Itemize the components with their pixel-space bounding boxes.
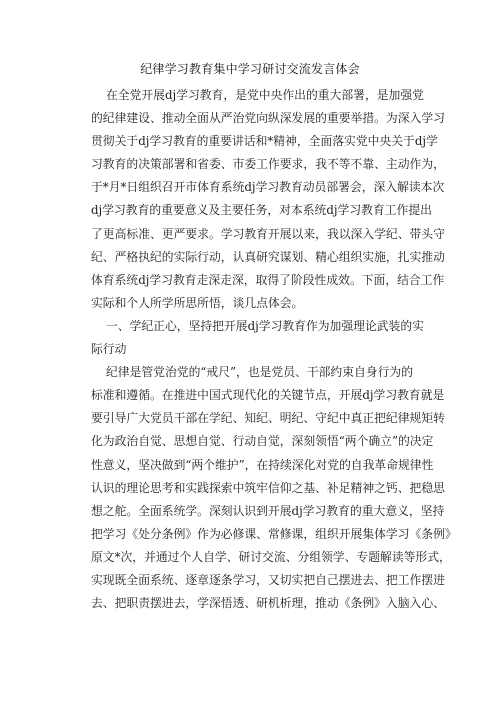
- paragraph-line: 要引导广大党员干部在学纪、知纪、明纪、守纪中真正把纪律规矩转: [91, 411, 445, 426]
- paragraph-line: 了更高标准、更严要求。学习教育开展以来，我以深入学纪、带头守: [91, 226, 445, 241]
- paragraph-line: 贯彻关于dj学习教育的重要讲话和*精神，全面落实党中央关于dj学: [91, 134, 438, 149]
- paragraph-line: dj学习教育的重要意义及主要任务，对本系统dj学习教育工作提出: [91, 203, 432, 218]
- paragraph-line: 化为政治自觉、思想自觉、行动自觉，深刻领悟“两个确立”的决定: [91, 434, 434, 449]
- document-body: [91, 84, 457, 615]
- paragraph-line: 实现既全面系统、逐章逐条学习，又切实把自己摆进去、把工作摆进: [91, 572, 445, 587]
- paragraph-line: 纪律是管党治党的“戒尺”，也是党员、干部约束自身行为的: [91, 365, 413, 380]
- paragraph-line: 性意义，坚决做到“两个维护”，在持续深化对党的自我革命规律性: [91, 457, 434, 472]
- paragraph-line: 习教育的决策部署和省委、市委工作要求，我不等不靠、主动作为，: [91, 157, 445, 172]
- paragraph-line: 在全党开展dj学习教育，是党中央作出的重大部署，是加强党: [91, 88, 424, 102]
- document-title: 纪律学习教育集中学习研讨交流发言体会: [140, 62, 360, 76]
- paragraph-line: 纪、严格执纪的实际行动，认真研究谋划、精心组织实施，扎实推动: [91, 249, 445, 264]
- section-heading-line: 一、学纪正心，坚持把开展dj学习教育作为加强理论武装的实: [91, 318, 424, 333]
- paragraph-line: 标准和遵循。在推进中国式现代化的关键节点，开展dj学习教育就是: [91, 388, 445, 403]
- paragraph-line: 把学习《处分条例》作为必修课、常修课，组织开展集体学习《条例》: [91, 526, 457, 541]
- paragraph-line: 原文*次，并通过个人自学、研讨交流、分组领学、专题解读等形式，: [91, 549, 451, 564]
- paragraph-line: 认识的理论思考和实践探索中筑牢信仰之基、补足精神之钙、把稳思: [91, 480, 445, 495]
- paragraph-line: 实际和个人所学所思所悟，谈几点体会。: [91, 295, 304, 310]
- paragraph-line: 于*月*日组织召开市体育系统dj学习教育动员部署会，深入解读本次: [91, 180, 445, 195]
- paragraph-line: 想之舵。全面系统学。深刻认识到开展dj学习教育的重大意义，坚持: [91, 503, 445, 518]
- section-heading-line: 际行动: [91, 342, 127, 357]
- paragraph-line: 去、把职责摆进去，学深悟透、研机析理，推动《条例》入脑入心、: [91, 596, 445, 611]
- paragraph-line: 的纪律建设、推动全面从严治党向纵深发展的重要举措。为深入学习: [91, 111, 445, 126]
- paragraph-line: 体育系统dj学习教育走深走深，取得了阶段性成效。下面，结合工作: [91, 272, 445, 287]
